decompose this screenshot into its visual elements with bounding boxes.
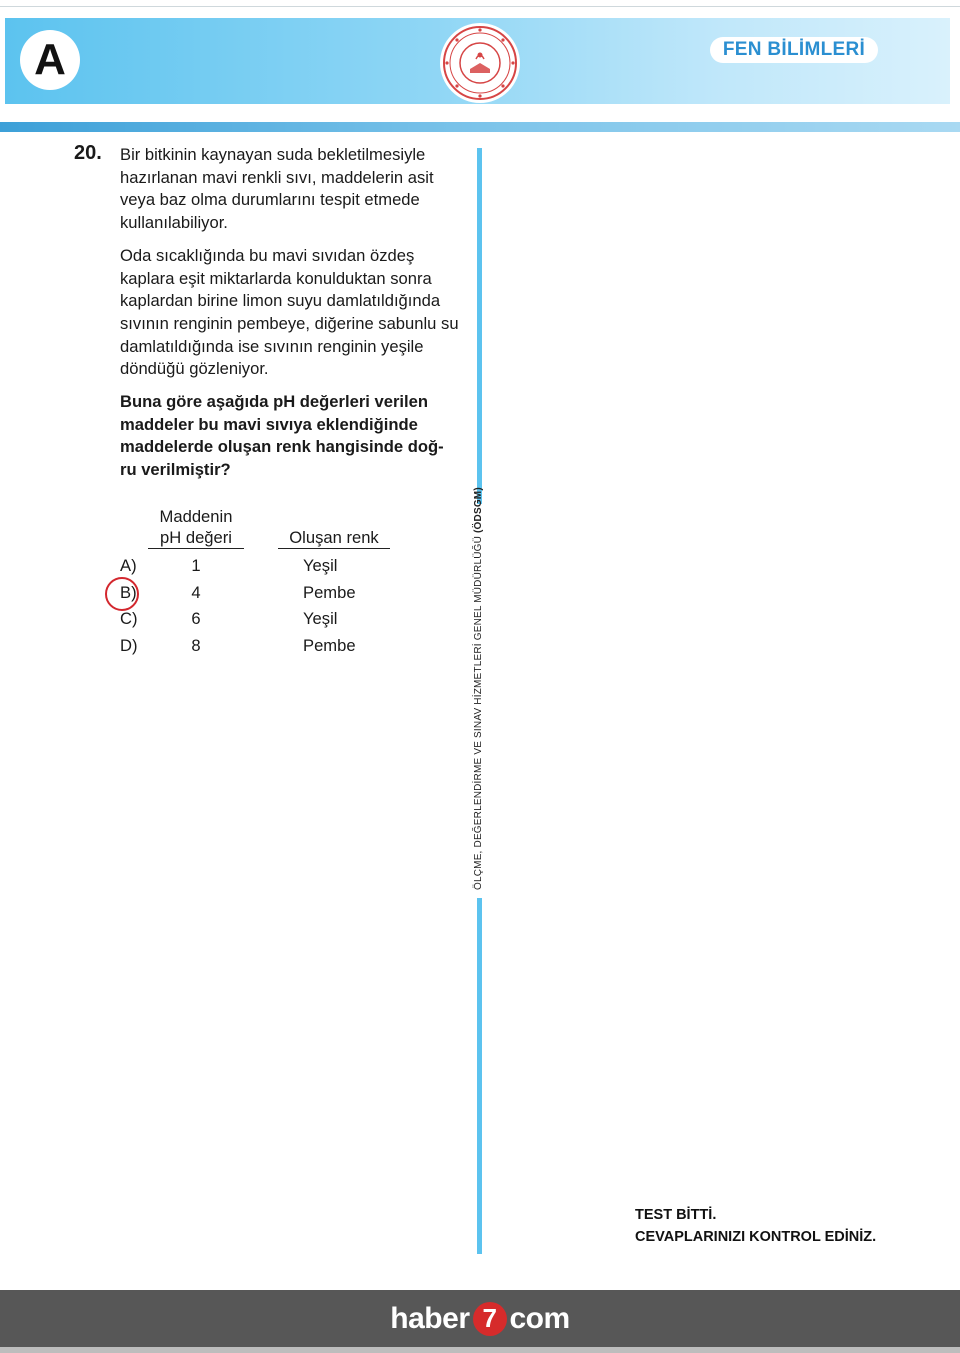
color-column-header: [278, 527, 390, 549]
subject-title: [710, 37, 878, 63]
footer-bar: [0, 1290, 960, 1347]
test-end-notice: [635, 1204, 876, 1248]
ministry-seal-icon: [440, 23, 520, 103]
brand-left: haber: [390, 1301, 470, 1335]
booklet-type-label: A: [34, 35, 66, 84]
option-color: Pembe: [303, 583, 356, 602]
option-color: Pembe: [303, 636, 356, 655]
header-top-rule: [0, 6, 960, 7]
booklet-type-badge: [20, 30, 80, 90]
prompt-line-4: ru verilmiştir?: [120, 460, 231, 480]
option-d[interactable]: [120, 636, 420, 660]
haber7-logo[interactable]: [390, 1302, 569, 1336]
odsgm-abbr: (ÖDSGM): [473, 487, 484, 533]
option-ph: 4: [191, 583, 201, 602]
test-end-line-1: TEST BİTTİ.: [635, 1207, 717, 1223]
ph-header-line-2: pH değeri: [160, 528, 232, 547]
prompt-line-2: maddeler bu mavi sıvıya eklendiğinde: [120, 414, 418, 434]
option-letter: A): [120, 556, 137, 575]
subject-label: FEN BİLİMLERİ: [722, 39, 866, 60]
question-number: 20.: [74, 142, 102, 164]
option-c[interactable]: [120, 609, 420, 633]
footer-bottom-strip: [0, 1347, 960, 1353]
option-letter: B): [120, 583, 137, 602]
question-paragraph-1: Bir bitkinin kaynayan suda bekletilmesiyle hazırlanan mavi renkli sıvı, maddelerin asit veya baz olma durumlarını tespit etmede kullanılabiliyor.: [120, 145, 434, 233]
question-prompt: [120, 391, 470, 482]
option-color: Yeşil: [303, 609, 338, 628]
ph-header-line-1: Maddenin: [159, 507, 233, 526]
option-ph: 1: [191, 556, 201, 575]
column-divider-top: [477, 148, 482, 504]
prompt-line-3: maddelerde oluşan renk hangisinde doğ-: [120, 437, 444, 457]
question-body: [120, 144, 470, 492]
option-ph: 6: [191, 609, 201, 628]
question-paragraph-2: Oda sıcaklığında bu mavi sıvıdan özdeş kaplara eşit miktarlarda konulduktan sonra kaplardan birine limon suyu damlatıldığında sıvının renginin pembeye, diğerine sabunlu su damlatıldığında ise sıvının renginin yeşile döndüğü gözleniyor.: [120, 245, 459, 379]
color-header-label: Oluşan renk: [289, 528, 379, 547]
option-color: Yeşil: [303, 556, 338, 575]
brand-right: com: [509, 1301, 570, 1335]
option-ph: 8: [191, 636, 201, 655]
column-divider-bottom: [477, 898, 482, 1254]
test-end-line-2: CEVAPLARINIZI KONTROL EDİNİZ.: [635, 1229, 877, 1245]
header-underline: [0, 122, 960, 132]
option-a[interactable]: [120, 556, 420, 580]
option-b[interactable]: [120, 583, 420, 607]
brand-seven-badge: 7: [473, 1302, 507, 1336]
option-letter: D): [120, 636, 138, 655]
prompt-line-1: Buna göre aşağıda pH değerleri verilen: [120, 392, 429, 412]
ph-column-header: [148, 506, 244, 549]
odsgm-vertical-label: [473, 487, 487, 890]
option-letter: C): [120, 609, 138, 628]
odsgm-name: ÖLÇME, DEĞERLENDİRME VE SINAV HİZMETLERİ GENEL MÜDÜRLÜĞÜ: [473, 535, 484, 890]
